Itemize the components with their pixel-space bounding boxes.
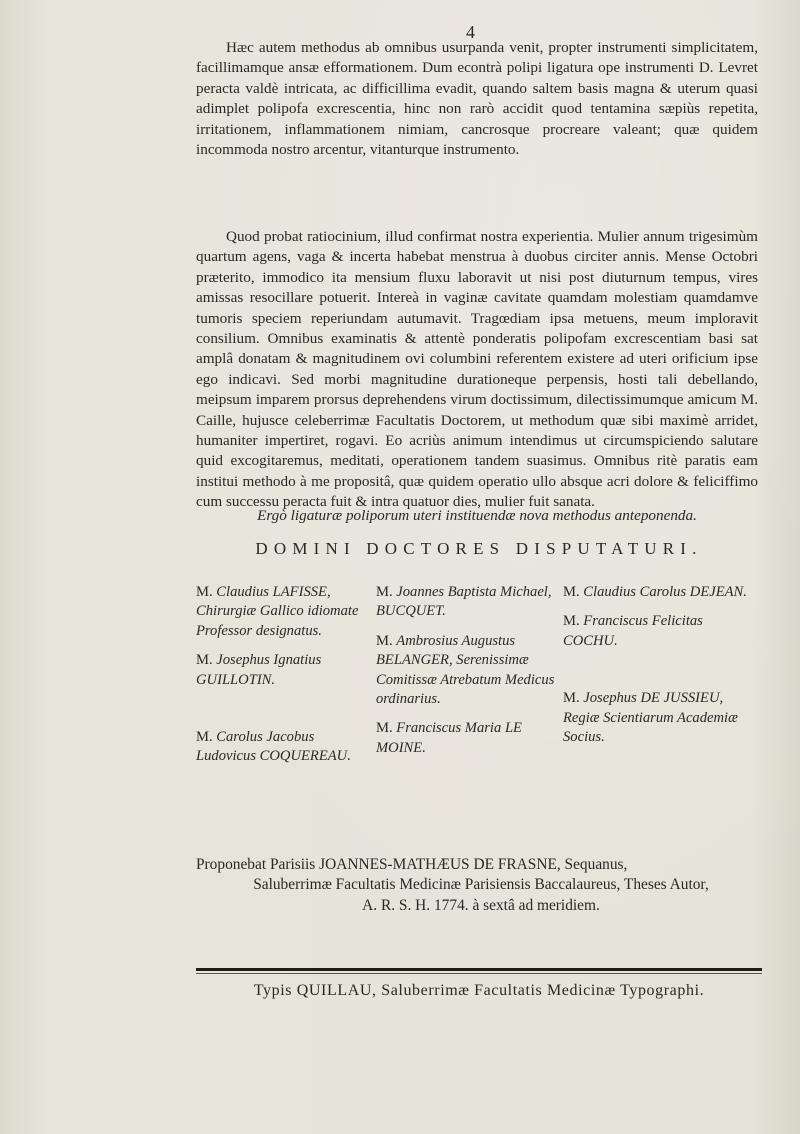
doctor-entry bbox=[196, 728, 366, 767]
doctor-entry bbox=[376, 583, 556, 622]
doctor-role: Chirurgiæ Gallico idiomate Professor designatus. bbox=[196, 603, 359, 639]
doctor-surname: BUCQUET. bbox=[376, 603, 446, 620]
thesis-statement: Ergò ligaturæ poliporum uteri instituendæ nova methodus anteponenda. bbox=[257, 507, 697, 524]
doctor-prefix: M. bbox=[196, 584, 213, 600]
paragraph-text: Quod probat ratiocinium, illud confirmat nostra experientia. Mulier annum trigesimùm quartum agens, vaga & incerta habebat menstrua à duobus circiter annis. Mense Octobri præterito, immodico ita mensium fluxu laboravit ut nisi post diuturnum tempus, vires amissas resocillare potuerit. Intereà in vaginæ cavitate quamdam molestiam quamdamve tumoris speciem reperiundam autumavit. Tragœdiam ipsa metuens, meum imploravit consilium. Omnibus examinatis & attentè ponderatis polipofam excrescentiam basi sat amplâ donatam & magnitudinem ovi columbini referentem existere ad uteri orificium ipse ego indicavi. Sed morbi magnitudine durationeque perpensis, hosti tali debellando, meipsum imparem prorsus deprehendens virum doctissimum, dilectissimumque amicum M. Caille, hujusce celeberrimæ Facultatis Doctorem, ut methodum quæ sibi maximè arridet, humaniter impertiret, rogavi. Eo acriùs animum intendimus ut circumspiciendo salutare quid excogitaremus, meditati, operationem tandem suasimus. Omnibus ritè paratis eam institui methodo à me propositâ, quæ quidem operatio ullo absque acri dolore & feliciffimo cum successu peracta fuit & intra quatuor dies, mulier fuit sanata. bbox=[196, 228, 758, 511]
doctor-surname: DE JUSSIEU, bbox=[640, 690, 724, 707]
doctor-entry bbox=[376, 632, 556, 710]
doctor-prefix: M. bbox=[376, 720, 393, 737]
doctor-surname: COQUEREAU. bbox=[259, 748, 351, 765]
doctor-entry bbox=[563, 583, 753, 602]
page-number: 4 bbox=[466, 22, 475, 42]
doctor-entry bbox=[376, 719, 556, 758]
doctor-name: Josephus bbox=[583, 690, 637, 707]
printer-imprint: Typis QUILLAU, Saluberrimæ Facultatis Medicinæ Typographi. bbox=[253, 982, 705, 999]
doctor-entry bbox=[196, 651, 366, 690]
paragraph-methodus bbox=[196, 38, 758, 160]
doctores-column-3 bbox=[563, 583, 753, 757]
doctor-name: Franciscus Maria bbox=[396, 720, 502, 737]
proponebat-line-3: A. R. S. H. 1774. à sextâ ad meridiem. bbox=[362, 896, 600, 914]
divider-rule-thin bbox=[196, 973, 762, 974]
doctor-entry bbox=[196, 583, 366, 641]
proponebat-line-1: Proponebat Parisiis JOANNES-MATHÆUS DE FRASNE, Sequanus, bbox=[196, 856, 628, 873]
doctor-prefix: M. bbox=[376, 632, 393, 649]
doctor-name: Josephus Ignatius bbox=[216, 652, 322, 669]
doctor-prefix: M. bbox=[563, 690, 580, 707]
doctor-prefix: M. bbox=[563, 613, 580, 630]
doctor-name: Ambrosius Augustus bbox=[396, 632, 516, 649]
doctor-name: Claudius Carolus bbox=[583, 584, 687, 600]
doctor-surname: LE MOINE. bbox=[376, 720, 522, 756]
doctor-name: Carolus Jacobus Ludovicus bbox=[196, 729, 315, 765]
doctor-prefix: M. bbox=[196, 652, 213, 669]
doctor-surname: BELANGER, bbox=[376, 652, 453, 669]
doctores-heading: DOMINI DOCTORES DISPUTATURI. bbox=[255, 539, 703, 558]
doctor-role: Regiæ Scientiarum Academiæ Socius. bbox=[563, 709, 738, 746]
divider-rule bbox=[196, 968, 762, 971]
paragraph-text: Hæc autem methodus ab omnibus usurpanda venit, propter instrumenti simplicitatem, facillimamque ansæ efformationem. Dum econtrà polipi ligatura ope instrumenti D. Levret peracta valdè intricata, ac difficillima evadit, quando saltem basis magna & uterum quasi adimplet polipofa excrescentia, hinc non rarò accidit quod tentamina sæpiùs repetita, irritationem, inflammationem nimiam, cancrosque procreare valeant; quæ quidem incommoda nostro arcentur, vitanturque instrumento. bbox=[196, 39, 758, 159]
doctor-entry bbox=[563, 689, 753, 747]
doctor-prefix: M. bbox=[376, 584, 393, 600]
doctor-surname: GUILLOTIN. bbox=[196, 671, 276, 688]
proponebat-block bbox=[196, 855, 766, 916]
doctor-name: Joannes Baptista Michael, bbox=[396, 584, 552, 600]
doctor-name: Franciscus Felicitas bbox=[583, 613, 703, 630]
doctor-name: Claudius bbox=[216, 584, 269, 600]
doctor-prefix: M. bbox=[563, 584, 580, 600]
doctores-column-2 bbox=[376, 583, 556, 768]
doctor-surname: DEJEAN. bbox=[689, 584, 747, 600]
doctor-surname: LAFISSE, bbox=[272, 584, 331, 600]
doctor-surname: COCHU. bbox=[563, 632, 618, 649]
paragraph-experientia bbox=[196, 227, 758, 513]
doctor-entry bbox=[563, 612, 753, 651]
doctores-column-1 bbox=[196, 583, 366, 777]
doctor-prefix: M. bbox=[196, 729, 213, 746]
doctor-role: Serenissimæ Comitissæ Atrebatum Medicus ordinarius. bbox=[376, 652, 555, 708]
proponebat-line-2: Saluberrimæ Facultatis Medicinæ Parisiensis Baccalaureus, Theses Autor, bbox=[253, 876, 709, 894]
